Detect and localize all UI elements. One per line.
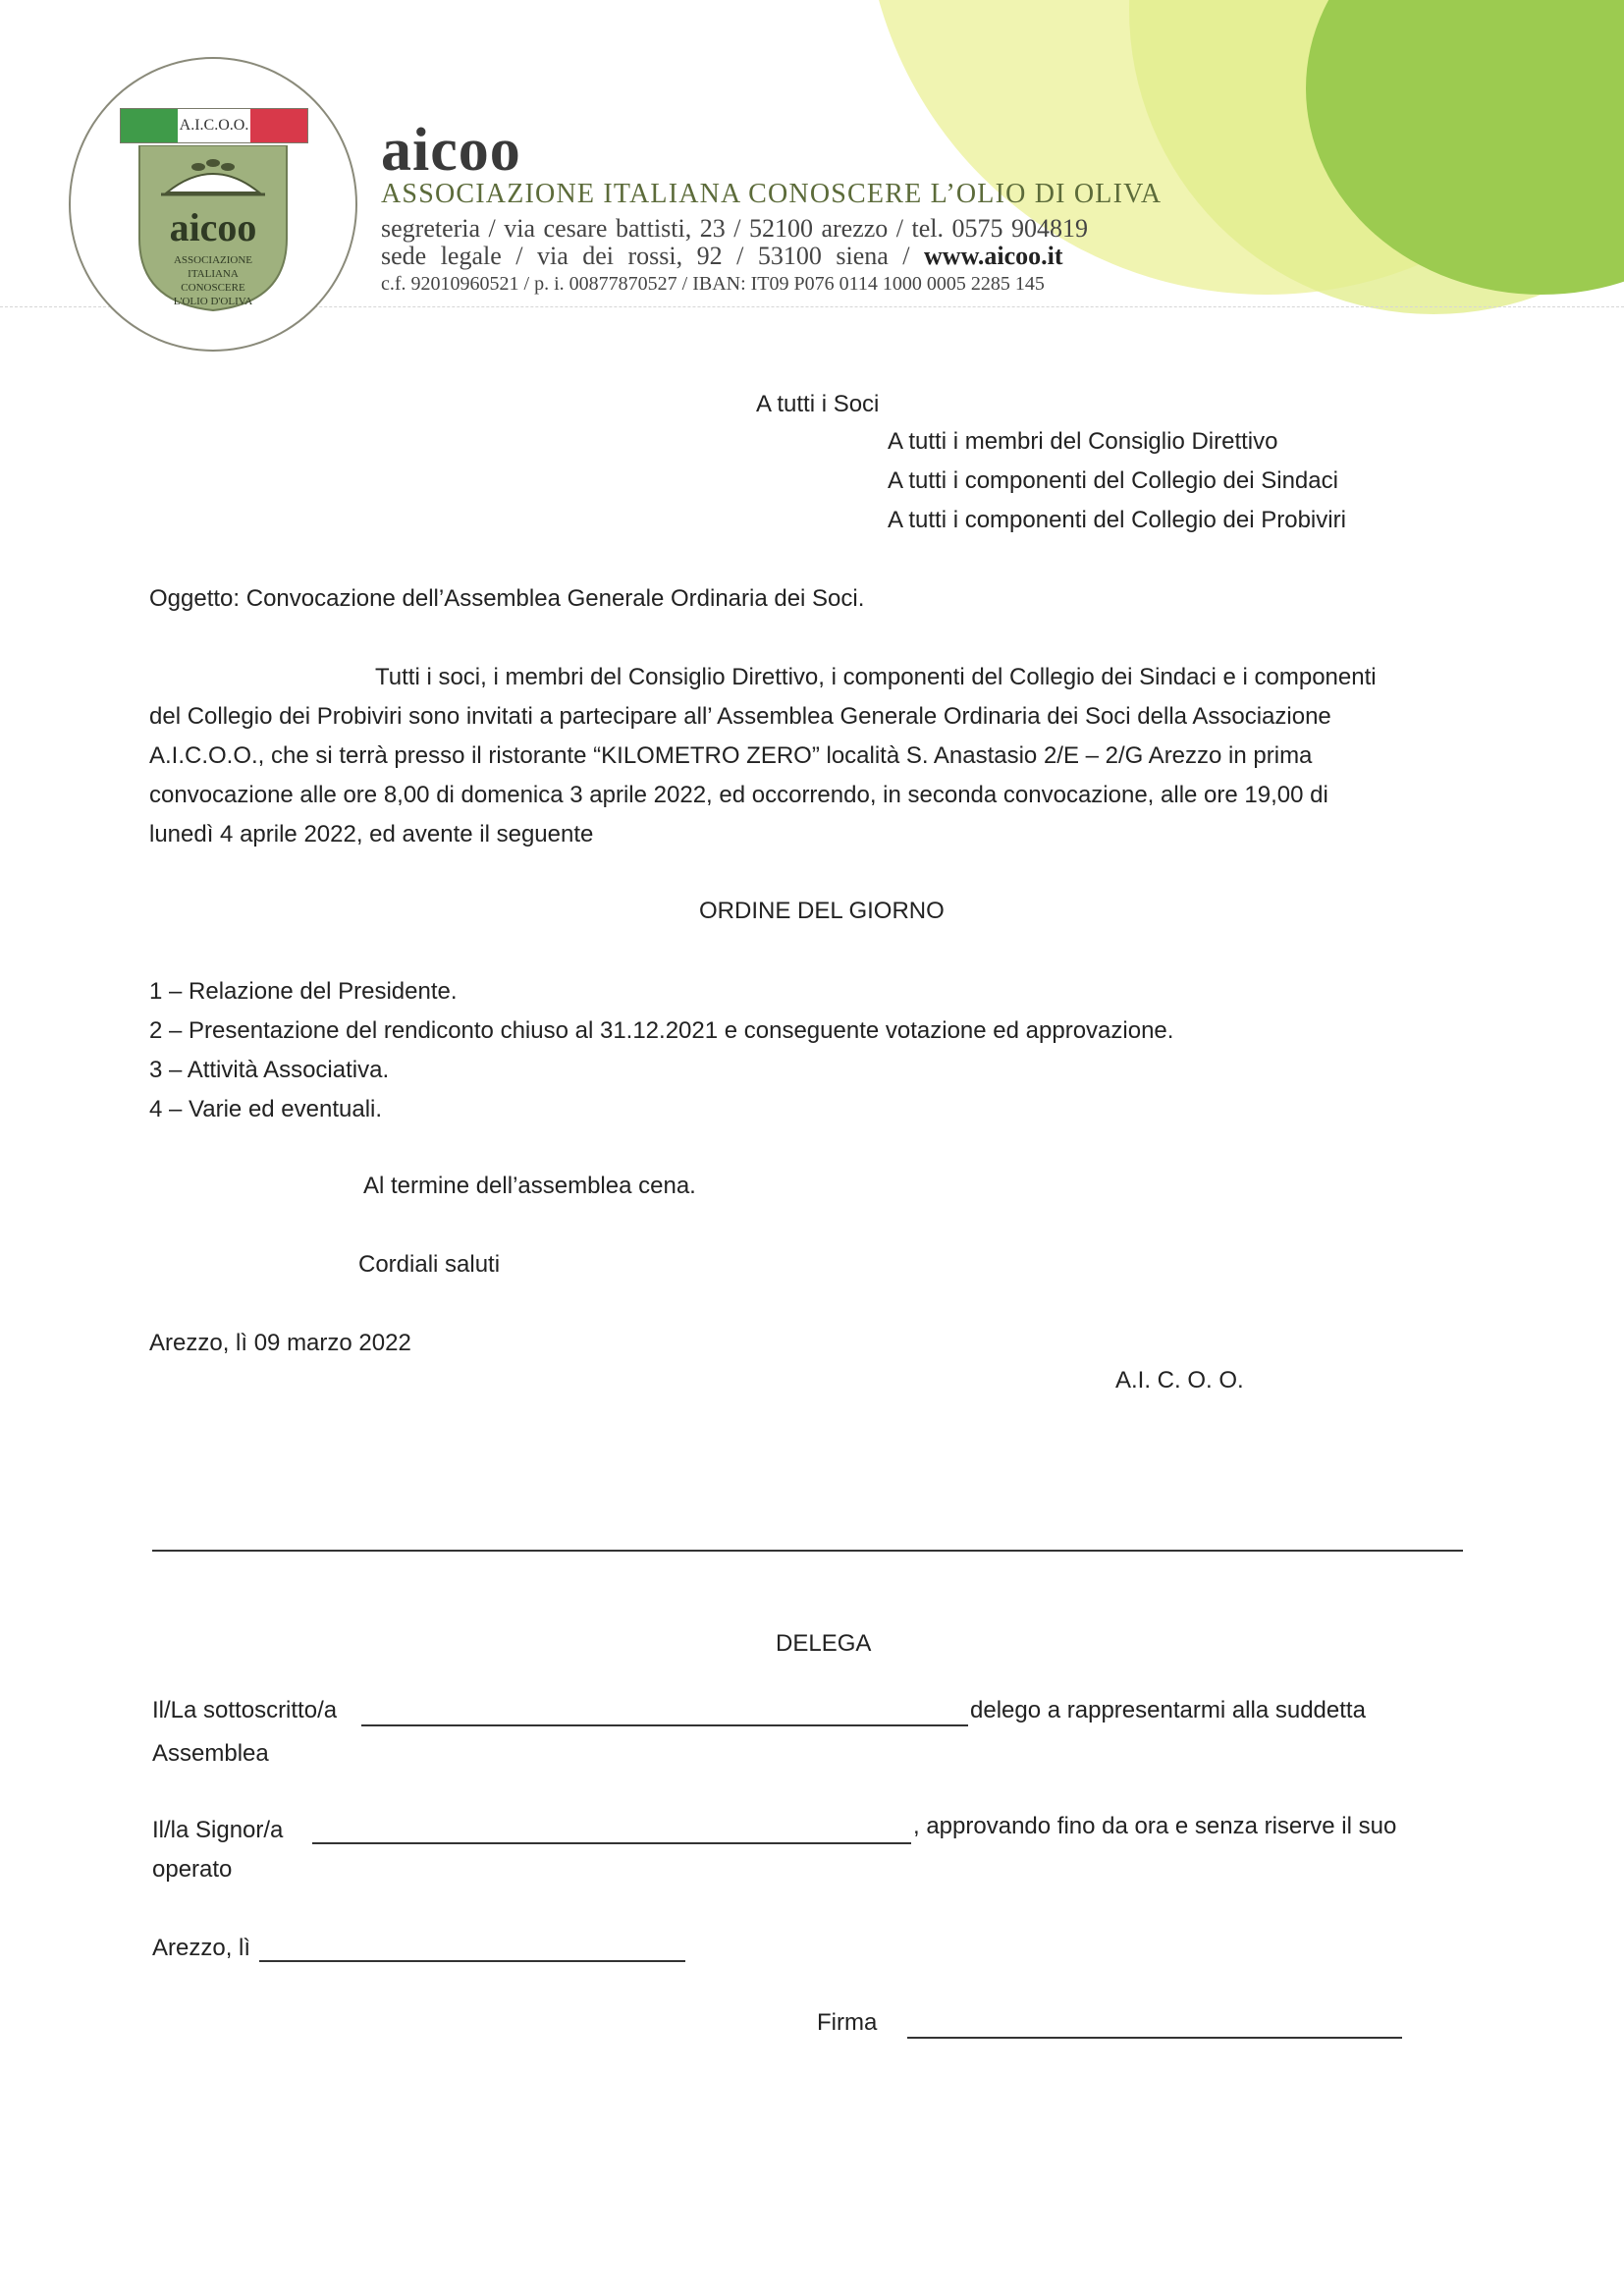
- agenda-item: 1 – Relazione del Presidente.: [149, 978, 458, 1005]
- organization-name: ASSOCIAZIONE ITALIANA CONOSCERE L’OLIO DI OLIVA: [381, 179, 1163, 209]
- dinner-note: Al termine dell’assemblea cena.: [363, 1173, 696, 1199]
- recipient-line: A tutti i componenti del Collegio dei Probiviri: [888, 507, 1346, 533]
- address-legal: [381, 242, 1063, 271]
- recipient-line: A tutti i membri del Consiglio Direttivo: [888, 428, 1278, 455]
- agenda-item: 2 – Presentazione del rendiconto chiuso al 31.12.2021 e conseguente votazione ed approvazione.: [149, 1017, 1174, 1044]
- logo-flag: [120, 108, 308, 143]
- logo-subtext: ASSOCIAZIONE ITALIANA CONOSCERE L'OLIO D'OLIVA: [173, 254, 253, 307]
- agenda-item: 4 – Varie ed eventuali.: [149, 1096, 383, 1122]
- brand-name: aicoo: [381, 117, 521, 184]
- agenda-item: 3 – Attività Associativa.: [149, 1057, 390, 1083]
- delegator-label: Il/La sottoscritto/a: [152, 1697, 338, 1723]
- flag-red: [250, 109, 307, 142]
- flag-green: [121, 109, 178, 142]
- greeting: Cordiali saluti: [358, 1251, 501, 1278]
- subject-line: Oggetto: Convocazione dell’Assemblea Generale Ordinaria dei Soci.: [149, 585, 865, 612]
- delegation-text-cont: Assemblea: [152, 1740, 269, 1767]
- address-secretariat: [381, 214, 1088, 244]
- delegate-label: Il/la Signor/a: [152, 1817, 284, 1843]
- body-line: A.I.C.O.O., che si terrà presso il ristorante “KILOMETRO ZERO” località S. Anastasio 2/E – 2/G Arezzo in prima: [149, 742, 1313, 769]
- body-line: del Collegio dei Probiviri sono invitati a partecipare all’ Assemblea Generale Ordinaria dei Soci della Associazione: [149, 703, 1331, 730]
- recipient-line: A tutti i Soci: [756, 391, 880, 417]
- place-date-label: Arezzo, lì: [152, 1935, 251, 1961]
- fiscal-info: c.f. 92010960521 / p. i. 00877870527 / IBAN: IT09 P076 0114 1000 0005 2285 145: [381, 273, 1045, 295]
- letter-date: Arezzo, lì 09 marzo 2022: [149, 1330, 411, 1356]
- section-divider: [152, 1550, 1463, 1552]
- delega-title: DELEGA: [776, 1630, 872, 1657]
- address-legal-text: sede legale / via dei rossi, 92 / 53100 siena /: [381, 242, 925, 270]
- logo-flag-text: A.I.C.O.O.: [179, 117, 249, 134]
- date-field[interactable]: [259, 1960, 685, 1962]
- agenda-title: ORDINE DEL GIORNO: [699, 898, 945, 924]
- signature-label: Firma: [817, 2009, 878, 2036]
- body-paragraph: [149, 658, 1485, 854]
- website-link[interactable]: www.aicoo.it: [924, 242, 1063, 270]
- delegate-name-field[interactable]: [312, 1842, 911, 1844]
- flag-white: [178, 109, 250, 142]
- body-line: convocazione alle ore 8,00 di domenica 3 aprile 2022, ed occorrendo, in seconda convocazione, alle ore 19,00 di: [149, 782, 1328, 808]
- address-secretariat-text: segreteria / via cesare battisti, 23 / 52100 arezzo / tel. 0575 904819: [381, 214, 1088, 243]
- delegation-text: delego a rappresentarmi alla suddetta: [970, 1697, 1366, 1723]
- logo-word: aicoo: [169, 205, 257, 249]
- approval-text-cont: operato: [152, 1856, 233, 1883]
- signature-field[interactable]: [907, 2037, 1402, 2039]
- approval-text: , approvando fino da ora e senza riserve il suo: [913, 1813, 1397, 1839]
- delegator-name-field[interactable]: [361, 1724, 968, 1726]
- recipient-line: A tutti i componenti del Collegio dei Sindaci: [888, 467, 1338, 494]
- body-line: Tutti i soci, i membri del Consiglio Direttivo, i componenti del Collegio dei Sindaci e i componenti: [375, 664, 1377, 690]
- body-line: lunedì 4 aprile 2022, ed avente il seguente: [149, 821, 594, 847]
- signature: A.I. C. O. O.: [1115, 1367, 1244, 1394]
